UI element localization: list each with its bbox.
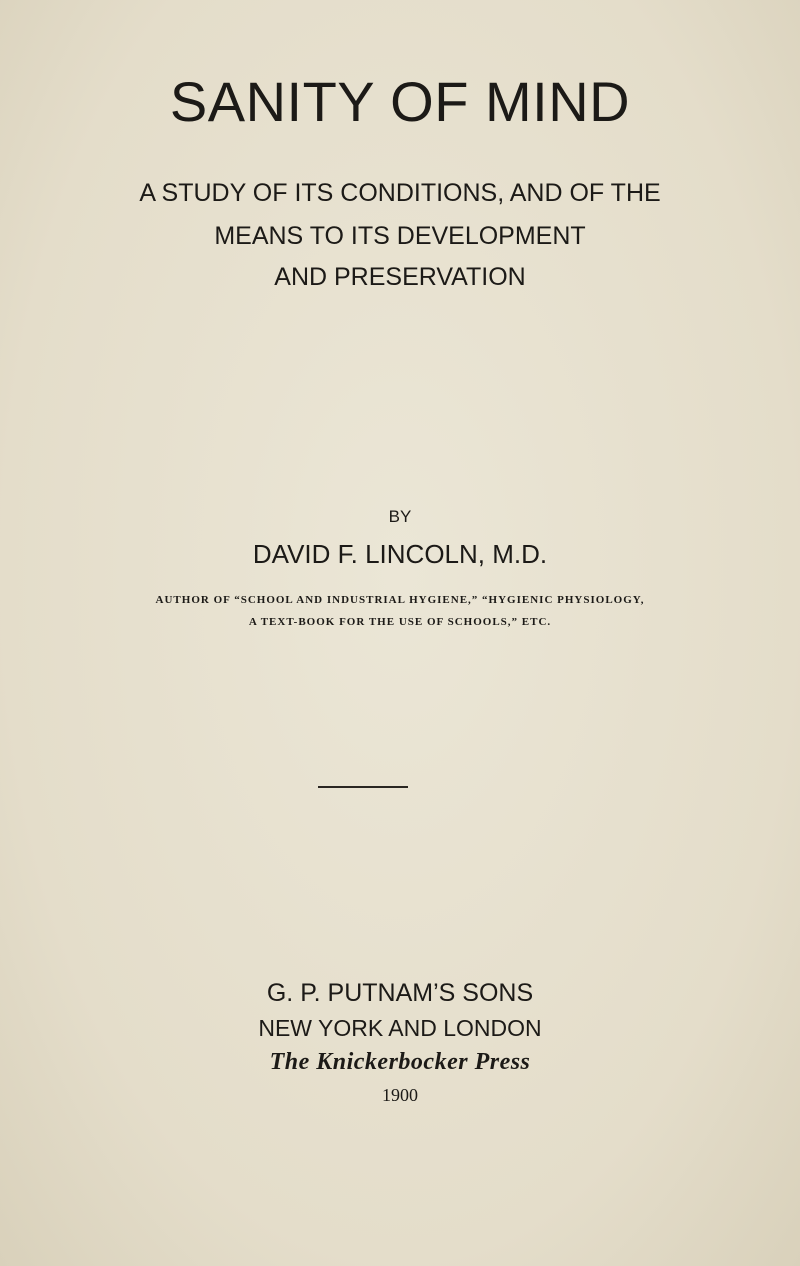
publisher-cities: NEW YORK AND LONDON <box>258 1015 542 1041</box>
subtitle-line-3: AND PRESERVATION <box>274 263 526 291</box>
publication-year: 1900 <box>382 1085 418 1105</box>
author-credits-line-2: A TEXT-BOOK FOR THE USE OF SCHOOLS,” ETC. <box>248 616 552 628</box>
author-name: DAVID F. LINCOLN, M.D. <box>252 539 548 569</box>
by-label: BY <box>388 507 412 526</box>
publisher-name: G. P. PUTNAM’S SONS <box>266 979 534 1007</box>
author-credits-line-1: AUTHOR OF “SCHOOL AND INDUSTRIAL HYGIENE,” “HYGIENIC PHYSIOLOGY, <box>155 594 645 606</box>
press-name: The Knickerbocker Press <box>269 1049 531 1075</box>
book-title: SANITY OF MIND <box>169 70 631 133</box>
subtitle-line-2: MEANS TO ITS DEVELOPMENT <box>214 222 586 250</box>
divider-rule <box>318 786 408 788</box>
subtitle-line-1: A STUDY OF ITS CONDITIONS, AND OF THE <box>139 179 661 207</box>
